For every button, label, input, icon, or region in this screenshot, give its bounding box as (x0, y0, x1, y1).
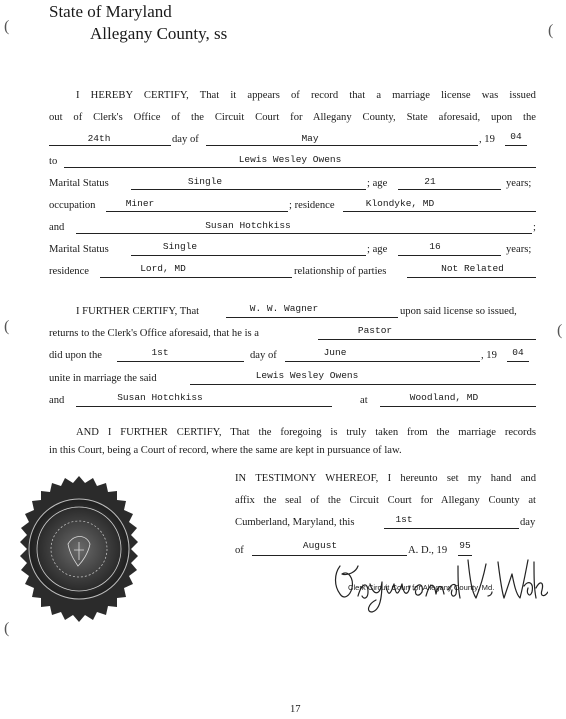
bride-marital-label: Marital Status (49, 244, 109, 255)
groom-marital-label: Marital Status (49, 178, 109, 189)
bride-name-value: Susan Hotchkiss (205, 220, 291, 231)
groom-occupation-label: occupation (49, 200, 96, 211)
groom-residence-underline (343, 211, 536, 212)
testimony-month-value: August (302, 540, 338, 551)
officiant-value: W. W. Wagner (249, 303, 319, 314)
bride-name-semicolon: ; (533, 222, 536, 233)
testimony-line-3-prefix: Cumberland, Maryland, this (235, 517, 355, 528)
groom-to-label: to (49, 156, 58, 167)
groom-age-value: 21 (424, 176, 436, 187)
bride-age-underline (398, 255, 501, 256)
license-month-value: May (301, 133, 319, 144)
further-certify-label: I FURTHER CERTIFY, That (76, 306, 200, 317)
officiant-title-underline (318, 339, 536, 340)
groom-marital-status-value: Single (187, 176, 223, 187)
license-day-underline (49, 145, 171, 146)
groom-residence-value: Klondyke, MD (365, 198, 435, 209)
groom-age-label: ; age (367, 178, 388, 189)
document-state-heading: State of Maryland (49, 2, 172, 21)
unite-groom-value: Lewis Wesley Owens (255, 370, 359, 381)
document-county-heading: Allegany County, ss (90, 24, 228, 43)
marriage-day-underline (117, 361, 244, 362)
license-year-value: 04 (510, 131, 522, 142)
groom-name-underline (64, 167, 536, 168)
groom-occupation-value: Miner (125, 198, 155, 209)
marriage-day-of-label: day of (250, 350, 277, 361)
officiant-title-value: Pastor (357, 325, 393, 336)
license-month-underline (206, 145, 478, 146)
bride-age-label: ; age (367, 244, 388, 255)
testimony-day-label: day (520, 517, 536, 528)
relationship-underline (407, 277, 536, 278)
bride-residence-label: residence (49, 266, 89, 277)
binding-mark-left-mid: ( (4, 318, 10, 335)
unite-bride-value: Susan Hotchkiss (117, 392, 203, 403)
marriage-day-value: 1st (151, 347, 169, 358)
groom-name-value: Lewis Wesley Owens (238, 154, 342, 165)
unite-and-label: and (49, 395, 65, 406)
marriage-year-underline (507, 361, 529, 362)
court-seal (4, 474, 154, 624)
marriage-month-value: June (323, 347, 347, 358)
testimony-day-underline (384, 528, 519, 529)
license-year-underline (505, 145, 527, 146)
groom-occupation-underline (106, 211, 288, 212)
unite-bride-underline (76, 406, 332, 407)
unite-label: unite in marriage the said (49, 373, 157, 384)
binding-mark-right-mid: ( (557, 322, 563, 339)
place-underline (380, 406, 536, 407)
unite-at-label: at (360, 395, 368, 406)
clerk-caption: Clerk Circuit Court for Allegany County, Md. (348, 583, 495, 592)
records-certify-line-1: AND I FURTHER CERTIFY, That the foregoing is truly taken from the marriage records (76, 427, 536, 438)
groom-marital-underline (131, 189, 366, 190)
testimony-of-label: of (235, 545, 244, 556)
bride-years-label: years; (506, 244, 532, 255)
bride-residence-underline (100, 277, 292, 278)
bride-age-value: 16 (429, 241, 441, 252)
records-certify-line-2: in this Court, being a Court of record, where the same are kept in pursuance of law. (49, 445, 402, 456)
marriage-year-value: 04 (512, 347, 524, 358)
license-year-prefix: , 19 (479, 134, 495, 145)
relationship-value: Not Related (441, 263, 504, 274)
certify-intro-line-1: I HEREBY CERTIFY, That it appears of record that a marriage license was issued (76, 90, 536, 101)
marriage-year-prefix: , 19 (481, 350, 497, 361)
groom-years-label: years; (506, 178, 532, 189)
testimony-ad-label: A. D., 19 (408, 545, 448, 556)
relationship-label: relationship of parties (294, 266, 387, 277)
bride-and-label: and (49, 222, 65, 233)
did-upon-label: did upon the (49, 350, 102, 361)
binding-mark-left-bottom: ( (4, 620, 10, 637)
groom-age-underline (398, 189, 501, 190)
returns-label: returns to the Clerk's Office aforesaid, that he is a (49, 328, 259, 339)
bride-name-underline (76, 233, 532, 234)
binding-mark-left-top: ( (4, 18, 10, 35)
bride-residence-value: Lord, MD (140, 263, 186, 274)
testimony-line-2: affix the seal of the Circuit Court for Allegany County at (235, 495, 536, 506)
upon-license-label: upon said license so issued, (400, 306, 517, 317)
testimony-year-value: 95 (459, 540, 471, 551)
officiant-underline (226, 317, 398, 318)
bride-marital-value: Single (162, 241, 198, 252)
binding-mark-right-top: ( (548, 22, 554, 39)
page-number: 17 (290, 704, 301, 715)
marriage-month-underline (285, 361, 480, 362)
license-day-of-label: day of (172, 134, 199, 145)
license-day-value: 24th (87, 133, 111, 144)
testimony-line-1: IN TESTIMONY WHEREOF, I hereunto set my hand and (235, 473, 536, 484)
certify-intro-line-2: out of Clerk's Office of the Circuit Court for Allegany County, State aforesaid, upon the (49, 112, 536, 123)
testimony-day-value: 1st (395, 514, 413, 525)
place-value: Woodland, MD (409, 392, 479, 403)
bride-marital-underline (131, 255, 366, 256)
groom-residence-label: ; residence (289, 200, 335, 211)
unite-groom-underline (190, 384, 536, 385)
